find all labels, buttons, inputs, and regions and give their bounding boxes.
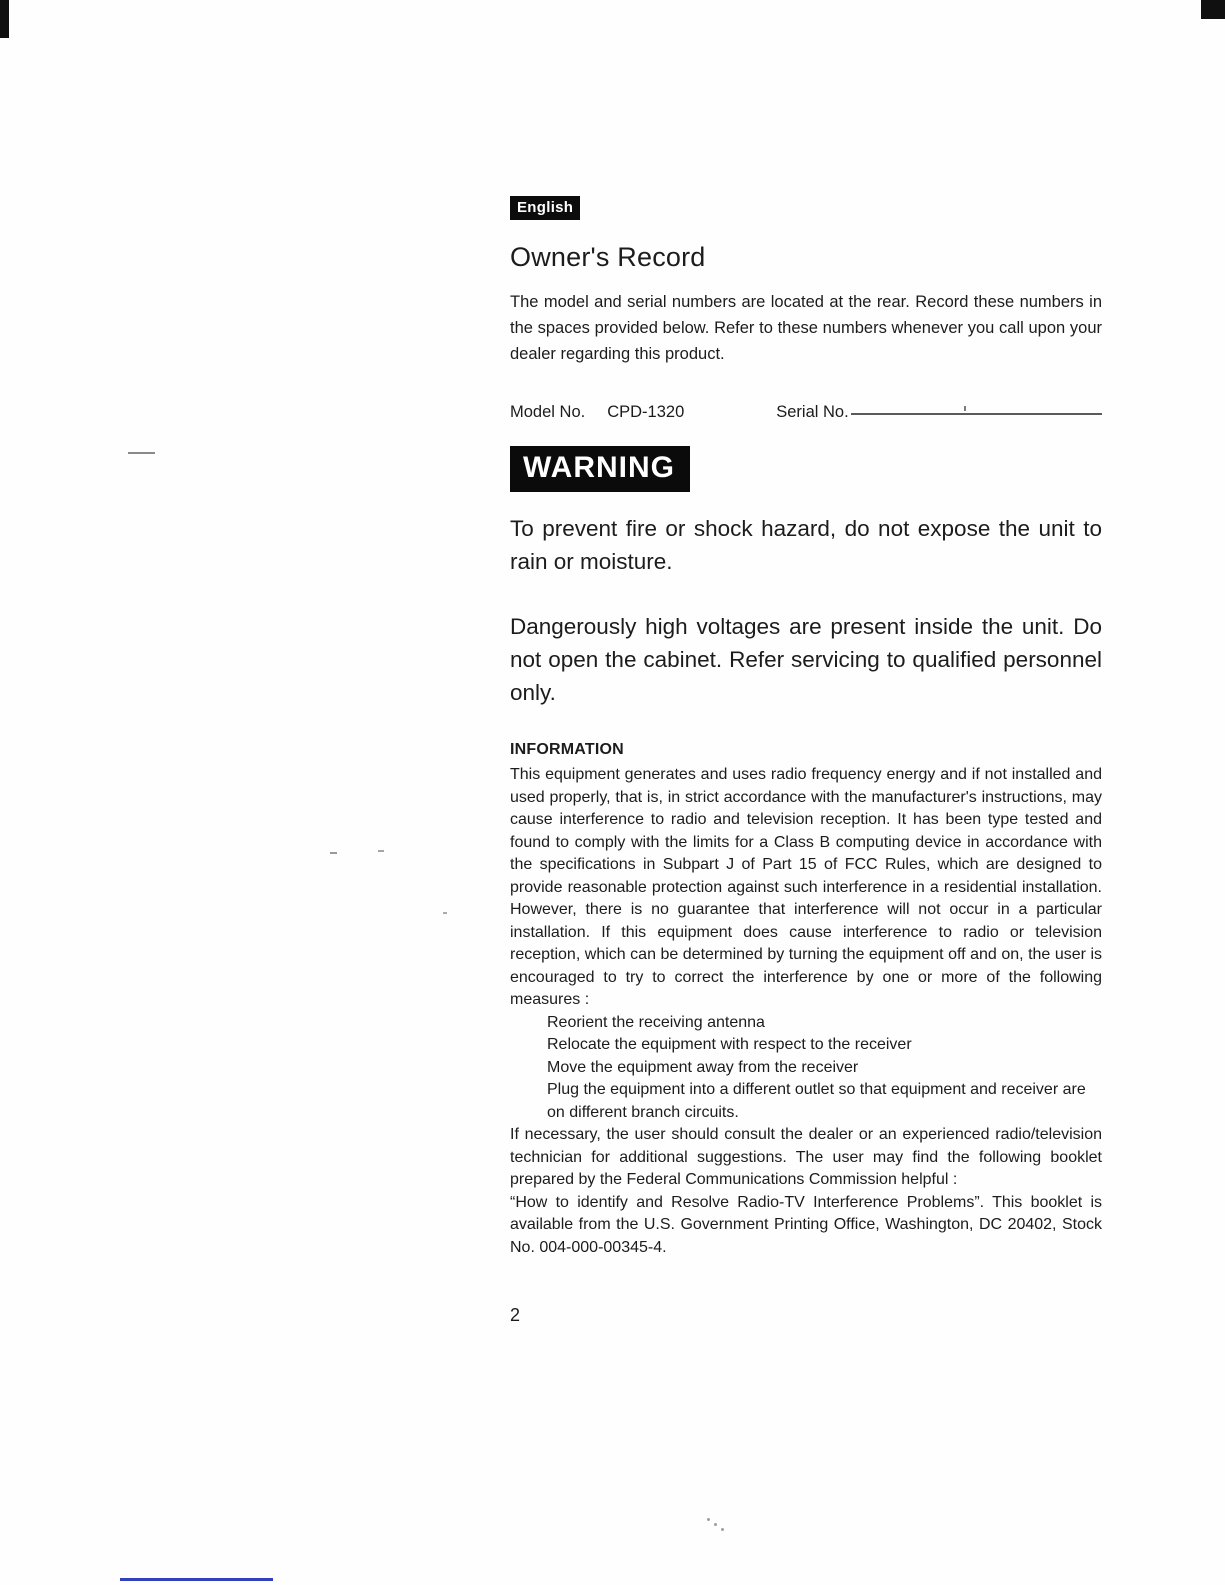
measures-list xyxy=(547,1012,1102,1125)
measure-item: Reorient the receiving antenna xyxy=(547,1013,765,1031)
language-badge: English xyxy=(510,196,580,220)
warning-paragraph-high-voltage: Dangerously high voltages are present inside the unit. Do not open the cabinet. Refer servicing to qualified personnel only. xyxy=(510,614,1102,705)
information-body: This equipment generates and uses radio frequency energy and if not installed and used properly, that is, in strict accordance with the manufacturer's instructions, may cause interference to radio and television reception. It has been type tested and found to comply with the limits for a Class B computing device in accordance with the specifications in Subpart J of Part 15 of FCC Rules, which are designed to provide reasonable protection against such interference in a residential installation. However, there is no guarantee that interference will not occur in a particular installation. If this equipment does cause interference to radio or television reception, which can be determined by turning the equipment off and on, the user is encouraged to try to correct the interference by one or more of the following measures : xyxy=(510,766,1102,1008)
information-followup: If necessary, the user should consult the dealer or an experienced radio/television technician for additional suggestions. The user may find the following booklet prepared by the Federal Communications Commission helpful : xyxy=(510,1126,1102,1188)
scan-artifact-top-left xyxy=(0,0,9,38)
scan-artifact-blue-line xyxy=(120,1578,273,1581)
warning-banner xyxy=(510,446,690,492)
measure-item: Relocate the equipment with respect to the receiver xyxy=(547,1036,912,1053)
model-number-value: CPD-1320 xyxy=(607,403,685,421)
scan-artifact-top-right xyxy=(1201,0,1225,19)
scan-artifact-left-dash xyxy=(128,452,155,454)
measure-item: Plug the equipment into a different outlet so that equipment and receiver are on different branch circuits. xyxy=(547,1081,1086,1121)
page-number: 2 xyxy=(510,1305,521,1325)
page-title: Owner's Record xyxy=(510,242,706,272)
warning-paragraph-fire-shock: To prevent fire or shock hazard, do not expose the unit to rain or moisture. xyxy=(510,516,1102,574)
scan-artifact-speck xyxy=(330,852,337,854)
model-number-label: Model No. xyxy=(510,403,586,421)
measure-item: Move the equipment away from the receiver xyxy=(547,1058,859,1076)
scan-artifact-speck xyxy=(443,912,447,914)
booklet-note: “How to identify and Resolve Radio-TV Interference Problems”. This booklet is available from the U.S. Government Printing Office, Washington, DC 20402, Stock No. 004-000-00345-4. xyxy=(510,1193,1102,1256)
serial-number-blank-line xyxy=(851,412,1102,415)
intro-paragraph: The model and serial numbers are located at the rear. Record these numbers in the spaces provided below. Refer to these numbers whenever you call upon your dealer regarding this product. xyxy=(510,293,1102,363)
information-heading: INFORMATION xyxy=(510,741,624,758)
serial-number-label: Serial No. xyxy=(776,403,849,421)
page-content xyxy=(510,196,1102,1326)
scan-artifact-speck xyxy=(378,850,384,852)
model-serial-line xyxy=(510,403,1102,422)
warning-banner-label: WARNING xyxy=(523,451,675,484)
scan-artifact-dots xyxy=(705,1516,729,1532)
